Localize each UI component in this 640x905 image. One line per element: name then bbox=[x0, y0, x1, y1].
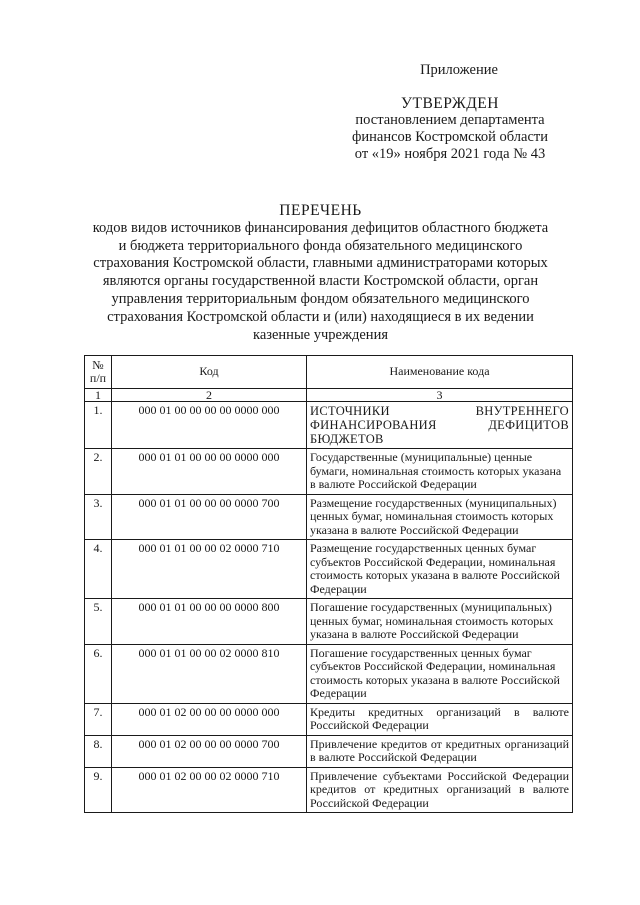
row-code: 000 01 01 00 00 02 0000 810 bbox=[112, 644, 307, 703]
header-num: № п/п bbox=[85, 356, 112, 389]
heading-line: и бюджета территориального фонда обязательного медицинского bbox=[118, 237, 523, 254]
row-name: Размещение государственных ценных бумаг субъектов Российской Федерации, номинальная стоимость которых указана в валюте Российской Федерации bbox=[307, 540, 573, 599]
row-number: 2. bbox=[85, 449, 112, 495]
document-title: ПЕРЕЧЕНЬ bbox=[279, 202, 362, 219]
heading-line: страхования Костромской области, главными администраторами которых bbox=[93, 255, 548, 272]
header-name: Наименование кода bbox=[307, 356, 573, 389]
row-name: Размещение государственных (муниципальных) ценных бумаг, номинальная стоимость которых указана в валюте Российской Федерации bbox=[307, 494, 573, 540]
table-row bbox=[85, 494, 573, 540]
row-code: 000 01 02 00 00 00 0000 700 bbox=[112, 735, 307, 767]
approval-line-3: от «19» ноября 2021 года № 43 bbox=[354, 146, 546, 162]
column-index-row bbox=[85, 389, 573, 402]
codes-table bbox=[84, 355, 573, 813]
row-name: Погашение государственных (муниципальных) ценных бумаг, номинальная стоимость которых указана в валюте Российской Федерации bbox=[307, 599, 573, 645]
table-row bbox=[85, 735, 573, 767]
row-code: 000 01 01 00 00 00 0000 000 bbox=[112, 449, 307, 495]
row-name: Привлечение кредитов от кредитных организаций в валюте Российской Федерации bbox=[307, 735, 573, 767]
row-code: 000 01 01 00 00 00 0000 700 bbox=[112, 494, 307, 540]
row-name: Привлечение субъектами Российской Федерации кредитов от кредитных организаций в валюте Российской Федерации bbox=[307, 767, 573, 813]
heading-line: страхования Костромской области и (или) находящиеся в их ведении bbox=[107, 308, 534, 325]
row-name: Государственные (муниципальные) ценные бумаги, номинальная стоимость которых указана в валюте Российской Федерации bbox=[307, 449, 573, 495]
row-name: Погашение государственных ценных бумаг субъектов Российской Федерации, номинальная стоимость которых указана в валюте Российской Федерации bbox=[307, 644, 573, 703]
row-name: ИСТОЧНИКИ ВНУТРЕННЕГО ФИНАНСИРОВАНИЯ ДЕФИЦИТОВ БЮДЖЕТОВ bbox=[307, 402, 573, 449]
header-code: Код bbox=[112, 356, 307, 389]
table-header-row bbox=[85, 356, 573, 389]
table-row bbox=[85, 540, 573, 599]
table-row bbox=[85, 449, 573, 495]
row-code: 000 01 02 00 00 00 0000 000 bbox=[112, 703, 307, 735]
row-code: 000 01 01 00 00 02 0000 710 bbox=[112, 540, 307, 599]
column-index: 1 bbox=[85, 389, 112, 402]
row-number: 1. bbox=[85, 402, 112, 449]
heading-line: являются органы государственной власти Костромской области, орган bbox=[102, 273, 539, 290]
approved-label: УТВЕРЖДЕН bbox=[401, 95, 499, 112]
table-row bbox=[85, 402, 573, 449]
table-row bbox=[85, 767, 573, 813]
approval-block bbox=[320, 62, 580, 163]
row-code: 000 01 00 00 00 00 0000 000 bbox=[112, 402, 307, 449]
heading-line: казенные учреждения bbox=[253, 326, 388, 343]
row-code: 000 01 02 00 00 02 0000 710 bbox=[112, 767, 307, 813]
document-heading bbox=[78, 202, 563, 344]
row-number: 9. bbox=[85, 767, 112, 813]
row-number: 5. bbox=[85, 599, 112, 645]
row-name: Кредиты кредитных организаций в валюте Российской Федерации bbox=[307, 703, 573, 735]
column-index: 3 bbox=[307, 389, 573, 402]
column-index: 2 bbox=[112, 389, 307, 402]
approval-line-1: постановлением департамента bbox=[355, 112, 545, 128]
approval-line-2: финансов Костромской области bbox=[351, 129, 549, 145]
row-code: 000 01 01 00 00 00 0000 800 bbox=[112, 599, 307, 645]
table-row bbox=[85, 703, 573, 735]
row-number: 8. bbox=[85, 735, 112, 767]
row-number: 3. bbox=[85, 494, 112, 540]
appendix-label: Приложение bbox=[420, 62, 498, 78]
row-number: 4. bbox=[85, 540, 112, 599]
heading-line: кодов видов источников финансирования дефицитов областного бюджета bbox=[92, 219, 549, 236]
table-row bbox=[85, 644, 573, 703]
row-number: 7. bbox=[85, 703, 112, 735]
table-row bbox=[85, 599, 573, 645]
row-number: 6. bbox=[85, 644, 112, 703]
heading-line: управления территориальным фондом обязательного медицинского bbox=[111, 290, 530, 307]
